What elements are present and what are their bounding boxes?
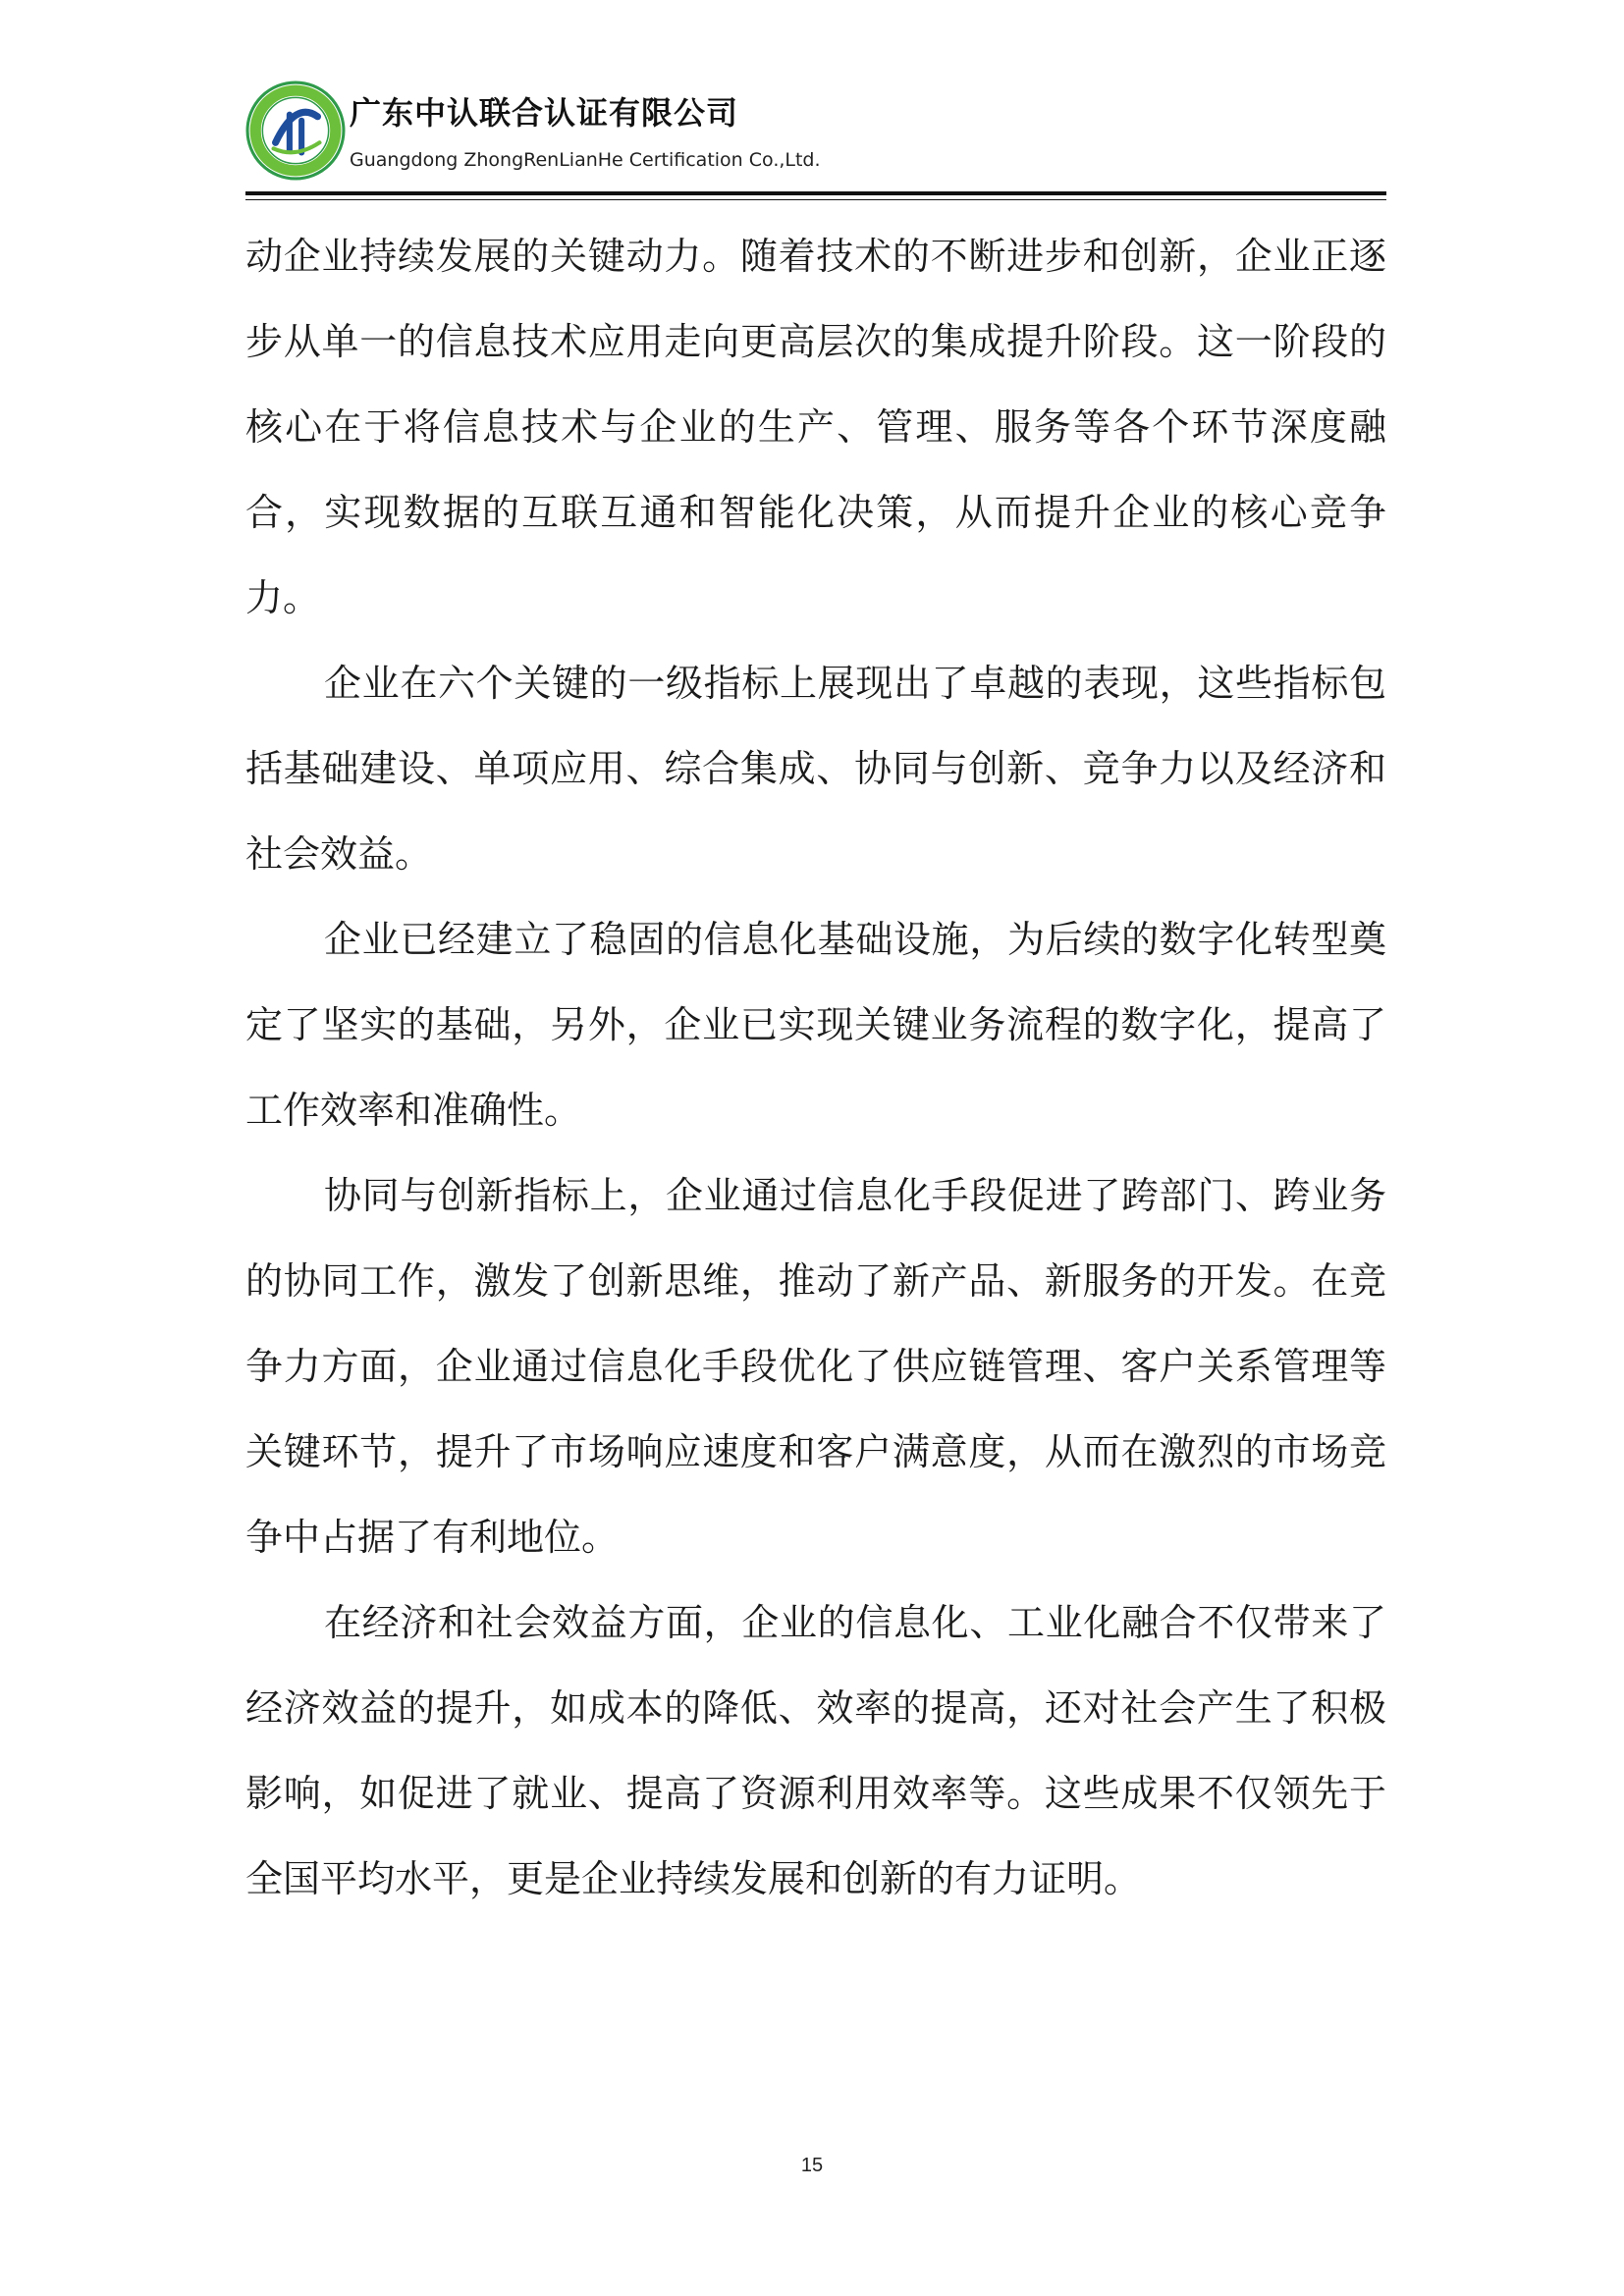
document-body (245, 214, 1386, 1922)
body-paragraph-2: 企业在六个关键的一级指标上展现出了卓越的表现，这些指标包括基础建设、单项应用、综合集成、协同与创新、竞争力以及经济和社会效益。 (245, 662, 1386, 876)
company-name-en: Guangdong ZhongRenLianHe Certification Co.,Ltd. (350, 149, 821, 171)
body-paragraph-3: 企业已经建立了稳固的信息化基础设施，为后续的数字化转型奠定了坚实的基础，另外，企业已实现关键业务流程的数字化，提高了工作效率和准确性。 (245, 918, 1386, 1132)
page-number: 15 (800, 2155, 824, 2176)
body-paragraph-5: 在经济和社会效益方面，企业的信息化、工业化融合不仅带来了经济效益的提升，如成本的降低、效率的提高，还对社会产生了积极影响，如促进了就业、提高了资源利用效率等。这些成果不仅领先于全国平均水平，更是企业持续发展和创新的有力证明。 (245, 1601, 1386, 1900)
body-paragraph-4: 协同与创新指标上，企业通过信息化手段促进了跨部门、跨业务的协同工作，激发了创新思维，推动了新产品、新服务的开发。在竞争力方面，企业通过信息化手段优化了供应链管理、客户关系管理等关键环节，提升了市场响应速度和客户满意度，从而在激烈的市场竞争中占据了有利地位。 (245, 1174, 1386, 1559)
header-rule-thin (245, 199, 1386, 200)
header-rule-thick (245, 191, 1386, 195)
body-paragraph-1: 动企业持续发展的关键动力。随着技术的不断进步和创新，企业正逐步从单一的信息技术应用走向更高层次的集成提升阶段。这一阶段的核心在于将信息技术与企业的生产、管理、服务等各个环节深度融合，实现数据的互联互通和智能化决策，从而提升企业的核心竞争力。 (245, 235, 1386, 619)
company-logo-icon (245, 80, 346, 181)
company-name-cn: 广东中认联合认证有限公司 (350, 94, 739, 132)
page-header (245, 80, 1386, 188)
